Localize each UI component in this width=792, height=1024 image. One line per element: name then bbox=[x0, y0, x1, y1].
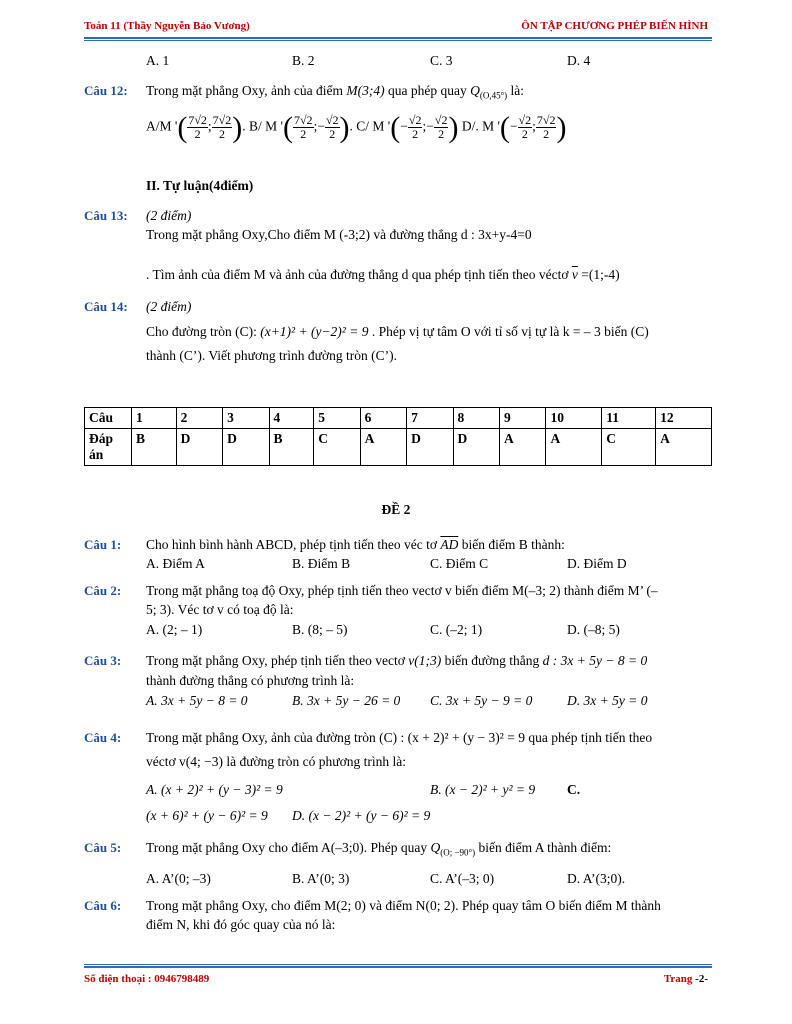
de2-q5-option-d: D. A’(3;0). bbox=[567, 871, 626, 886]
answer-cell: A bbox=[656, 429, 712, 466]
de2-question-6-line2: điểm N, khi đó góc quay của nó là: bbox=[146, 917, 336, 932]
answer-cell: D bbox=[223, 429, 269, 466]
header-left: Toán 11 (Thầy Nguyễn Bảo Vương) bbox=[84, 20, 250, 32]
de2-question-5-text: Trong mặt phẳng Oxy cho điểm A(–3;0). Phép quay $Q_{(O; -90^\circ)}$ biến điểm A thành điểm: bbox=[146, 840, 612, 858]
de2-question-5-label: Câu 5: bbox=[84, 840, 122, 855]
answer-cell: B bbox=[269, 429, 314, 466]
answer-num: 2 bbox=[176, 408, 222, 429]
footer-phone: Số điện thoại : 0946798489 bbox=[84, 973, 210, 985]
question-13-label: Câu 13: bbox=[84, 208, 128, 223]
answer-cell: D bbox=[176, 429, 222, 466]
de2-question-4-line2: véctơ v(4; −3) là đường tròn có phương trình là: bbox=[146, 754, 406, 769]
de2-question-2-line2: 5; 3). Véc tơ v có toạ độ là: bbox=[146, 602, 294, 617]
de2-q1-option-a: A. Điểm A bbox=[146, 556, 205, 571]
header-rule-thin bbox=[84, 40, 712, 41]
de2-question-3-label: Câu 3: bbox=[84, 653, 122, 668]
question-12-options: A/M '( $\frac{7√2}{2}$ ; $\frac{7√2}{2}$ ). B/ M '( $\frac{7√2}{2}$ ;− $\frac{√2}{2}$ ). C/ M '(− $\frac{√2}{2}$ ;− $\frac{√2}{2}$ ) D/. M '(− $\frac{√2}{2}$ ; $\frac{7√2}{2}$ ) bbox=[146, 111, 567, 144]
de2-q1-option-c: C. Điểm C bbox=[430, 556, 489, 571]
de2-question-1-text: Cho hình bình hành ABCD, phép tịnh tiến theo véc tơ $\overline{AD}$ biến điểm B thành: bbox=[146, 537, 565, 552]
question-13-points: (2 điểm) bbox=[146, 208, 192, 223]
answer-table-header: Câu bbox=[85, 408, 132, 429]
answer-num: 9 bbox=[500, 408, 546, 429]
question-12-label: Câu 12: bbox=[84, 83, 128, 98]
answer-cell: A bbox=[546, 429, 602, 466]
de2-q5-option-c: C. A’(–3; 0) bbox=[430, 871, 495, 886]
answer-num: 11 bbox=[602, 408, 656, 429]
de2-q2-option-d: D. (–8; 5) bbox=[567, 622, 620, 637]
de2-question-1-label: Câu 1: bbox=[84, 537, 122, 552]
de2-question-3-line2: thành đường thẳng có phương trình là: bbox=[146, 673, 355, 688]
de2-q5-option-a: A. A’(0; –3) bbox=[146, 871, 211, 886]
answer-num: 12 bbox=[656, 408, 712, 429]
answer-cell: C bbox=[602, 429, 656, 466]
answer-num: 8 bbox=[453, 408, 499, 429]
de2-q2-option-a: A. (2; – 1) bbox=[146, 622, 203, 637]
question-13-line2: . Tìm ảnh của điểm M và ảnh của đường thẳng d qua phép tịnh tiến theo véctơ $\overline{v}$ =(1;-4) bbox=[146, 267, 620, 282]
header-rule bbox=[84, 37, 712, 39]
de2-q4-option-c: (x + 6)² + (y − 6)² = 9 bbox=[146, 808, 268, 823]
question-12-text: Trong mặt phẳng Oxy, ảnh của điểm M(3;4) qua phép quay $Q_{(O,45^\circ)}$ là: bbox=[146, 83, 525, 101]
de2-question-3-line1: Trong mặt phẳng Oxy, phép tịnh tiến theo vectơ v(1;3) biến đường thẳng d : 3x + 5y − 8 = 0 bbox=[146, 653, 648, 668]
de2-q4-option-c-label: C. bbox=[567, 782, 581, 797]
header-right: ÔN TẬP CHƯƠNG PHÉP BIẾN HÌNH bbox=[521, 20, 708, 32]
answer-num: 6 bbox=[360, 408, 406, 429]
top-option-d: D. 4 bbox=[567, 53, 591, 68]
de2-question-2-line1: Trong mặt phẳng toạ độ Oxy, phép tịnh tiến theo vectơ v biến điểm M(–3; 2) thành điểm M’ (– bbox=[146, 583, 658, 598]
de2-q4-option-b: B. (x − 2)² + y² = 9 bbox=[430, 782, 536, 797]
de2-q1-option-d: D. Điểm D bbox=[567, 556, 627, 571]
de2-q5-option-b: B. A’(0; 3) bbox=[292, 871, 350, 886]
question-14-label: Câu 14: bbox=[84, 299, 128, 314]
question-13-line1: Trong mặt phẳng Oxy,Cho điểm M (-3;2) và đường thẳng d : 3x+y-4=0 bbox=[146, 227, 532, 242]
top-option-b: B. 2 bbox=[292, 53, 315, 68]
answer-cell: A bbox=[360, 429, 406, 466]
footer-rule bbox=[84, 966, 712, 968]
answer-cell: B bbox=[132, 429, 177, 466]
de2-q3-option-b: B. 3x + 5y − 26 = 0 bbox=[292, 693, 401, 708]
answer-num: 1 bbox=[132, 408, 177, 429]
de2-question-6-label: Câu 6: bbox=[84, 898, 122, 913]
section-de-2: ĐỀ 2 bbox=[381, 502, 411, 517]
answer-num: 7 bbox=[407, 408, 453, 429]
de2-q4-option-d: D. (x − 2)² + (y − 6)² = 9 bbox=[292, 808, 431, 823]
de2-q2-option-b: B. (8; – 5) bbox=[292, 622, 348, 637]
part-2-heading: II. Tự luận(4điểm) bbox=[146, 178, 254, 193]
answer-num: 4 bbox=[269, 408, 314, 429]
footer-page: Trang -2- bbox=[663, 973, 708, 985]
answer-table-answer-row bbox=[85, 429, 712, 466]
answer-table-header-row bbox=[85, 408, 712, 429]
de2-q3-option-a: A. 3x + 5y − 8 = 0 bbox=[146, 693, 248, 708]
answer-num: 5 bbox=[314, 408, 360, 429]
top-option-a: A. 1 bbox=[146, 53, 170, 68]
answer-num: 3 bbox=[223, 408, 269, 429]
answer-table bbox=[84, 407, 712, 466]
answer-cell: D bbox=[407, 429, 453, 466]
de2-question-2-label: Câu 2: bbox=[84, 583, 122, 598]
de2-q3-option-d: D. 3x + 5y = 0 bbox=[567, 693, 648, 708]
question-14-points: (2 điểm) bbox=[146, 299, 192, 314]
de2-question-4-line1: Trong mặt phẳng Oxy, ảnh của đường tròn (C) : (x + 2)² + (y − 3)² = 9 qua phép tịnh tiến theo bbox=[146, 730, 653, 745]
answer-cell: A bbox=[500, 429, 546, 466]
question-14-line2: thành (C’). Viết phương trình đường tròn (C’). bbox=[146, 348, 397, 363]
de2-question-4-label: Câu 4: bbox=[84, 730, 122, 745]
answer-cell: D bbox=[453, 429, 499, 466]
de2-q2-option-c: C. (–2; 1) bbox=[430, 622, 483, 637]
de2-q4-option-a: A. (x + 2)² + (y − 3)² = 9 bbox=[146, 782, 283, 797]
answer-cell: C bbox=[314, 429, 360, 466]
de2-question-6-line1: Trong mặt phẳng Oxy, cho điểm M(2; 0) và điểm N(0; 2). Phép quay tâm O biến điểm M thành bbox=[146, 898, 661, 913]
question-14-line1: Cho đường tròn (C): (x+1)² + (y−2)² = 9 . Phép vị tự tâm O với tỉ số vị tự là k = – 3 biến (C) bbox=[146, 324, 649, 339]
answer-num: 10 bbox=[546, 408, 602, 429]
top-option-c: C. 3 bbox=[430, 53, 453, 68]
footer-rule-thin bbox=[84, 964, 712, 965]
de2-q3-option-c: C. 3x + 5y − 9 = 0 bbox=[430, 693, 533, 708]
de2-q1-option-b: B. Điểm B bbox=[292, 556, 351, 571]
answer-table-row-label: Đáp án bbox=[85, 429, 132, 466]
